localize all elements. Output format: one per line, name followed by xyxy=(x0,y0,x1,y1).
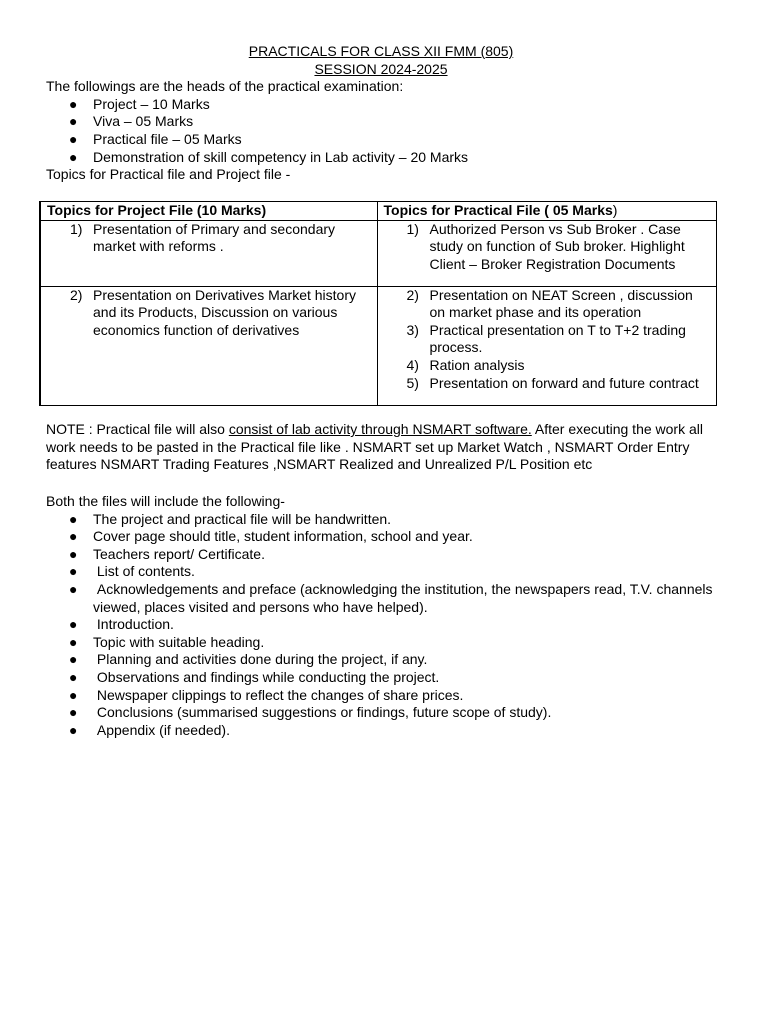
bullet-icon: ● xyxy=(69,113,78,130)
list-item: ● The project and practical file will be handwritten. xyxy=(69,510,392,527)
table-row xyxy=(40,286,716,405)
list-item: ● Observations and findings while conducting the project. xyxy=(69,668,440,685)
bullet-icon: ● xyxy=(69,545,78,562)
bullet-icon: ● xyxy=(69,651,78,668)
bullet-icon: ● xyxy=(69,721,78,738)
header-practical: Topics for Practical File ( 05 Marks) xyxy=(377,202,716,221)
list-item-text: Viva – 05 Marks xyxy=(93,113,194,130)
practical-topic-list xyxy=(384,221,710,274)
bullet-icon: ● xyxy=(69,95,78,112)
topics-intro: Topics for Practical file and Project file - xyxy=(46,166,291,183)
list-item xyxy=(46,131,722,149)
list-item: ● Appendix (if needed). xyxy=(69,721,230,738)
practical-topic-list xyxy=(384,287,710,393)
bullet-icon: ● xyxy=(69,580,78,597)
bullet-icon: ● xyxy=(69,633,78,650)
table-header-row xyxy=(40,202,716,221)
header-project: Topics for Project File (10 Marks) xyxy=(40,202,377,221)
list-item: 2) Presentation on NEAT Screen , discussion on market phase and its operation xyxy=(406,286,693,321)
intro-text: The followings are the heads of the practical examination: xyxy=(46,78,404,95)
bullet-icon: ● xyxy=(69,668,78,685)
topics-table xyxy=(39,201,717,406)
list-item: ● Topic with suitable heading. xyxy=(69,633,265,650)
project-cell xyxy=(40,286,377,405)
includes-list xyxy=(46,511,722,740)
list-item: 2) Presentation on Derivatives Market history and its Products, Discussion on various economics function of derivatives xyxy=(70,286,356,338)
bullet-icon: ● xyxy=(69,510,78,527)
list-item-text: Demonstration of skill competency in Lab activity – 20 Marks xyxy=(93,148,469,165)
list-item xyxy=(46,113,722,131)
list-item-text: Project – 10 Marks xyxy=(93,95,210,112)
project-cell xyxy=(40,220,377,286)
bullet-icon: ● xyxy=(69,704,78,721)
list-item: 1) Presentation of Primary and secondary market with reforms . xyxy=(70,220,336,255)
note-paragraph: NOTE : Practical file will also consist of lab activity through NSMART software. After executing the work all work needs to be pasted in the Practical file like . NSMART set up Market Watch , NSMART Order Entry features NSMART Trading Features ,NSMART Realized and Unrealized P/L Position etc xyxy=(46,421,703,473)
bullet-icon: ● xyxy=(69,686,78,703)
bullet-icon: ● xyxy=(69,528,78,545)
bullet-icon: ● xyxy=(69,130,78,147)
list-item: ● Conclusions (summarised suggestions or findings, future scope of study). xyxy=(69,704,552,721)
document-page xyxy=(46,43,722,738)
project-topic-list xyxy=(47,221,371,256)
list-item: 3) Practical presentation on T to T+2 trading process. xyxy=(406,321,686,356)
title-line-1: PRACTICALS FOR CLASS XII FMM (805) xyxy=(248,43,514,59)
bullet-icon: ● xyxy=(69,616,78,633)
list-item: 5) Presentation on forward and future contract xyxy=(406,374,699,391)
list-item: ● Teachers report/ Certificate. xyxy=(69,545,265,562)
list-item xyxy=(46,96,722,114)
note-underlined: consist of lab activity through NSMART software. xyxy=(228,421,532,437)
list-item: ● Cover page should title, student information, school and year. xyxy=(69,528,473,545)
includes-section xyxy=(46,493,722,739)
practical-cell xyxy=(377,220,716,286)
list-item: 1) Authorized Person vs Sub Broker . Case study on function of Sub broker. Highlight Client – Broker Registration Documents xyxy=(406,220,685,272)
list-item: ● Newspaper clippings to reflect the changes of share prices. xyxy=(69,686,464,703)
list-item xyxy=(46,149,722,167)
list-item: ● Planning and activities done during the project, if any. xyxy=(69,651,428,668)
includes-intro: Both the files will include the following- xyxy=(46,493,285,509)
list-item: ● Acknowledgements and preface (acknowledging the institution, the newspapers read, T.V. channels viewed, places visited and persons who have helped). xyxy=(69,580,717,615)
list-item: ● Introduction. xyxy=(69,616,174,633)
list-item: ● List of contents. xyxy=(69,563,195,580)
table-row xyxy=(40,220,716,286)
project-topic-list xyxy=(47,287,371,340)
bullet-icon: ● xyxy=(69,148,78,165)
title-line-2: SESSION 2024-2025 xyxy=(314,60,448,77)
heads-list xyxy=(46,96,722,166)
bullet-icon: ● xyxy=(69,563,78,580)
list-item-text: Practical file – 05 Marks xyxy=(93,130,242,147)
document-title xyxy=(40,43,722,78)
practical-cell xyxy=(377,286,716,405)
list-item: 4) Ration analysis xyxy=(406,356,525,373)
